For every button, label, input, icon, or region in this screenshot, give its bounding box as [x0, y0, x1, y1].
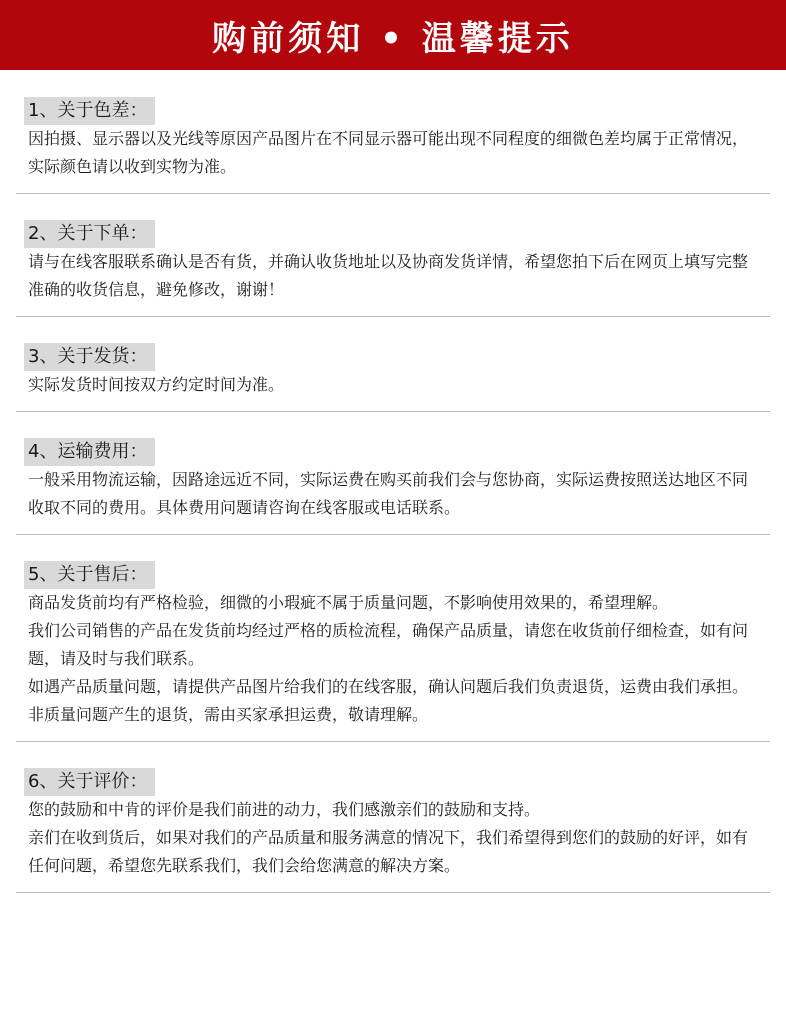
section-paragraph: 一般采用物流运输，因路途远近不同，实际运费在购买前我们会与您协商，实际运费按照送达地区不同收取不同的费用。具体费用问题请咨询在线客服或电话联系。	[28, 470, 749, 517]
banner-title: 购前须知 • 温馨提示	[212, 18, 574, 59]
section-ordering	[16, 220, 770, 317]
section-paragraph: 商品发货前均有严格检验，细微的小瑕疵不属于质量问题，不影响使用效果的，希望理解。	[28, 593, 669, 612]
section-heading: 3、关于发货：	[24, 343, 155, 371]
section-heading: 1、关于色差：	[24, 97, 155, 125]
section-heading: 6、关于评价：	[24, 768, 155, 796]
notice-list	[0, 70, 786, 893]
section-reviews	[16, 768, 770, 893]
section-paragraph: 如遇产品质量问题，请提供产品图片给我们的在线客服，确认问题后我们负责退货，运费由我们承担。非质量问题产生的退货，需由买家承担运费，敬请理解。	[28, 677, 749, 724]
section-paragraph: 请与在线客服联系确认是否有货，并确认收货地址以及协商发货详情，希望您拍下后在网页上填写完整准确的收货信息，避免修改，谢谢！	[28, 252, 749, 299]
section-color-difference	[16, 97, 770, 194]
section-paragraph: 因拍摄、显示器以及光线等原因产品图片在不同显示器可能出现不同程度的细微色差均属于正常情况，实际颜色请以收到实物为准。	[28, 129, 749, 176]
section-heading: 2、关于下单：	[24, 220, 155, 248]
section-heading: 5、关于售后：	[24, 561, 155, 589]
section-paragraph: 我们公司销售的产品在发货前均经过严格的质检流程，确保产品质量，请您在收货前仔细检查，如有问题，请及时与我们联系。	[28, 621, 749, 668]
section-freight	[16, 438, 770, 535]
section-shipping	[16, 343, 770, 412]
section-paragraph: 亲们在收到货后，如果对我们的产品质量和服务满意的情况下，我们希望得到您们的鼓励的好评，如有任何问题，希望您先联系我们，我们会给您满意的解决方案。	[28, 828, 749, 875]
section-paragraph: 您的鼓励和中肯的评价是我们前进的动力，我们感激亲们的鼓励和支持。	[28, 800, 541, 819]
section-heading: 4、运输费用：	[24, 438, 155, 466]
section-after-sales	[16, 561, 770, 742]
banner	[0, 0, 786, 70]
section-paragraph: 实际发货时间按双方约定时间为准。	[28, 375, 285, 394]
